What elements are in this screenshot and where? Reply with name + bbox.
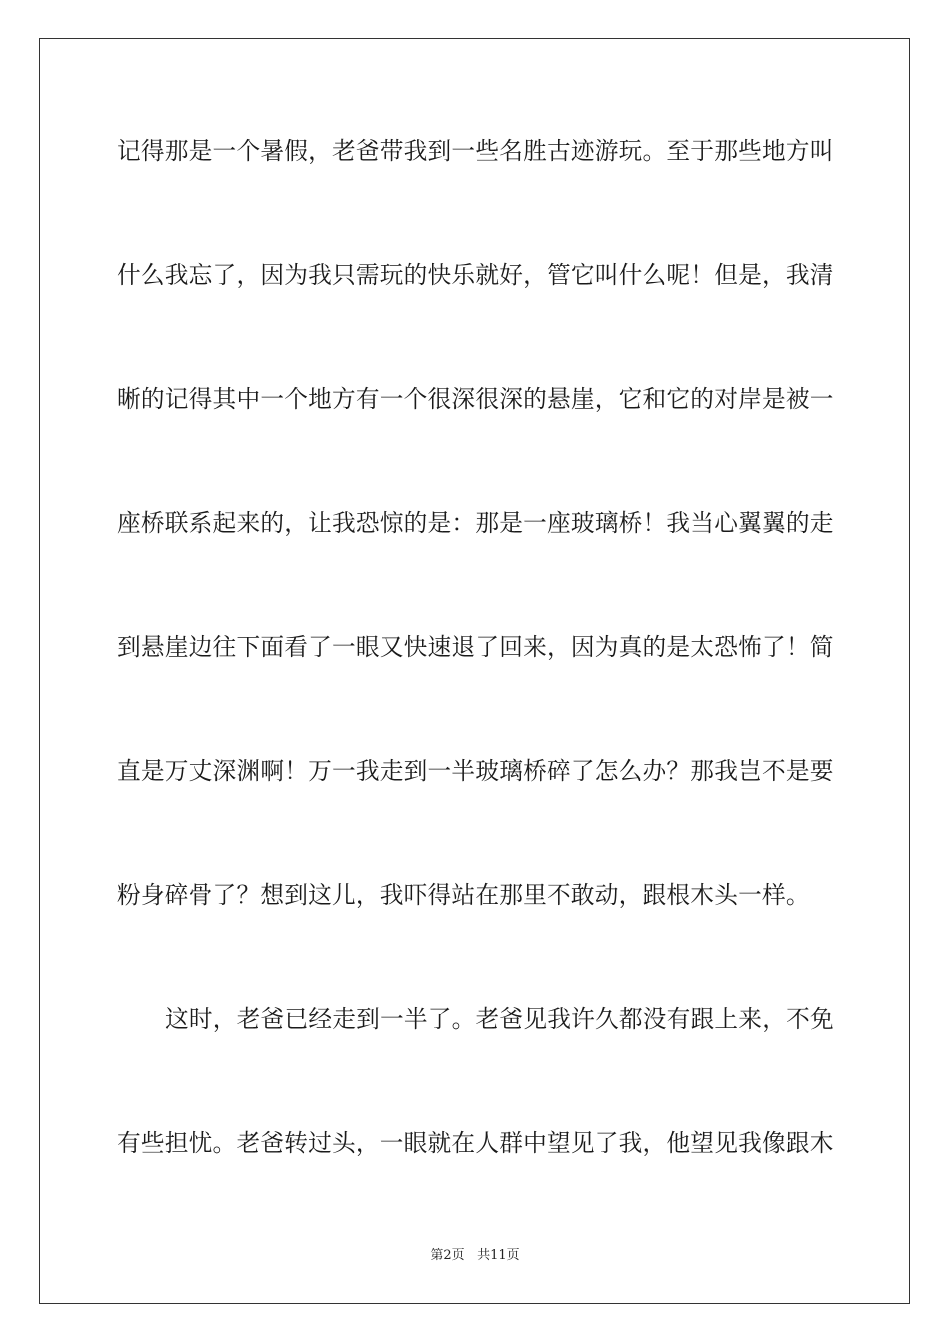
text-line: 粉身碎骨了？想到这儿，我吓得站在那里不敢动，跟根木头一样。 [117, 881, 810, 909]
text-line: 这时，老爸已经走到一半了。老爸见我许久都没有跟上来，不免 [165, 1005, 834, 1033]
document-body [117, 124, 833, 1240]
total-pages: 共11页 [477, 1248, 520, 1263]
page-footer [0, 1248, 950, 1264]
text-line: 到悬崖边往下面看了一眼又快速退了回来，因为真的是太恐怖了！简 [117, 633, 834, 661]
page-number: 第2页 [430, 1248, 465, 1263]
text-line: 座桥联系起来的，让我恐惊的是：那是一座玻璃桥！我当心翼翼的走 [117, 509, 834, 537]
text-line: 什么我忘了，因为我只需玩的快乐就好，管它叫什么呢！但是，我清 [117, 261, 834, 289]
text-line: 有些担忧。老爸转过头，一眼就在人群中望见了我，他望见我像跟木 [117, 1129, 834, 1157]
text-line: 晰的记得其中一个地方有一个很深很深的悬崖，它和它的对岸是被一 [117, 385, 834, 413]
text-line: 直是万丈深渊啊！万一我走到一半玻璃桥碎了怎么办？那我岂不是要 [117, 757, 834, 785]
text-line: 记得那是一个暑假，老爸带我到一些名胜古迹游玩。至于那些地方叫 [117, 137, 834, 165]
